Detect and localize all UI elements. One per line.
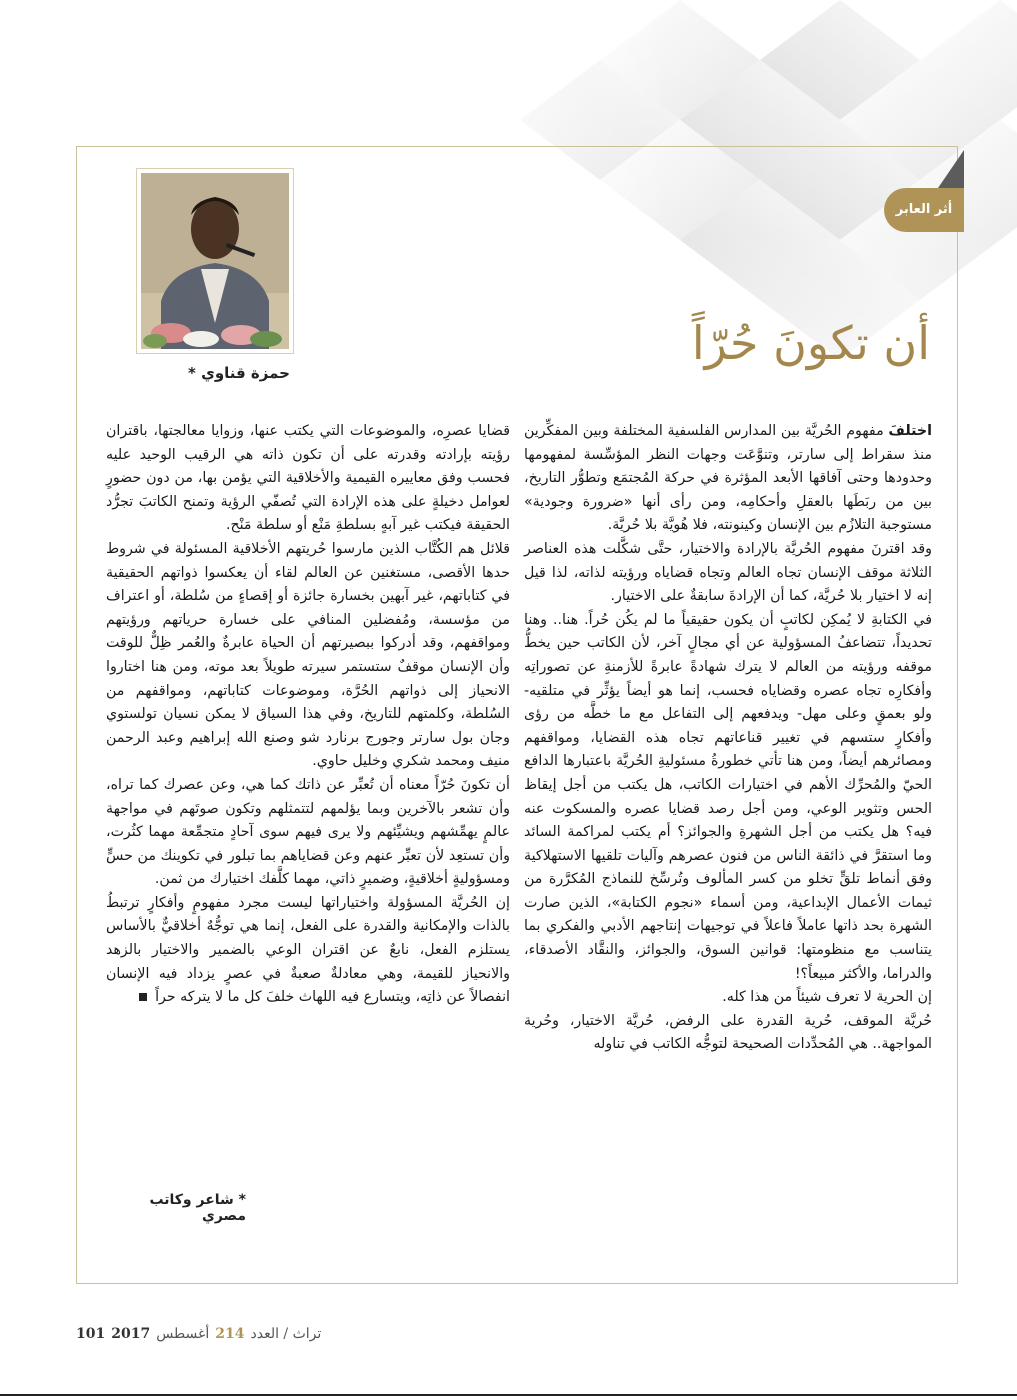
- page-number: 101: [76, 1326, 106, 1342]
- paragraph: أن تكونَ حُرّاً معناه أن تُعبِّر عن ذاتك كما هي، وعن عصرك كما تراه، وأن تشعر بالآخرين وبما يؤلمهم لتتمثلهم وتكون صوتَهم في مواجهة عالمٍ يهمِّشهم ويشيِّئهم ولا يرى فيهم سوى آحادٍ متجمِّعة مهما كثُرت، وأن تستعِد لأن تعبِّر عنهم وعن قضاياهم بما تبلور في تكوينك من حسٍّ ومسؤوليةٍ أخلاقيةٍ، وضميرٍ ذاتي، مهما كلَّفك اختيارك من ثمن.: [106, 776, 510, 888]
- paragraph: [524, 420, 932, 538]
- section-tab: أثر العابر: [884, 188, 964, 232]
- paragraph-text: إن الحُريَّة المسؤولة واختياراتها ليست مجرد مفهومٍ وأفكارٍ ترتبطُ بالذات والإمكانية والقدرة على الفعل، إنما هي توجُّهٌ أخلاقيٌّ بالأساس يستلزم الفعل، نابعٌ عن اقتران الوعي بالضمير والاختيار بالزهد والانحياز للقيمة، وهي معادلةٌ صعبةٌ في عصرٍ يزداد فيه الإنسان انفصالاً عن ذاتِه، ويتسارع فيه اللهاث خلفَ كل ما لا يتركه حراً: [106, 894, 510, 1006]
- paragraph: [106, 892, 510, 1010]
- issue-number: 214: [215, 1326, 245, 1342]
- author-name: حمزة قناوي *: [188, 364, 290, 382]
- section-tab-fold: [938, 150, 964, 188]
- bottom-rule: [0, 1394, 1017, 1396]
- text-column-left: [106, 420, 510, 1010]
- author-photo-frame: [136, 168, 294, 354]
- end-mark-icon: [139, 993, 147, 1001]
- paragraph: إن الحرية لا تعرف شيئاً من هذا كله.: [722, 989, 932, 1006]
- paragraph-text: مفهوم الحُريَّة بين المدارس الفلسفية المختلفة وبين المفكِّرين منذ سقراط إلى سارتر، وتنوَّعَت وجهات النظر المؤسِّسة لمفهومها وحدودها وحتى آفاقها الأبعد المؤثرة في حركة المُجتمَع وتطوُّر التاريخ، بين من ربَطَها بالعقلِ وأحكامِه، ومن رأى أنها «ضرورة وجودية» مستوجبة التلازُم بين الإنسان وكينونته، فلا هُويَّة بلا حُريَّة.: [524, 423, 932, 534]
- issue-year: 2017: [111, 1326, 151, 1342]
- page-footer: [76, 1326, 321, 1342]
- magazine-name: تراث / العدد: [250, 1326, 322, 1342]
- author-note: * شاعر وكاتب مصري: [149, 1192, 246, 1224]
- text-column-right: [524, 420, 932, 1057]
- article-title: أن تكونَ حُرّاً: [691, 316, 930, 370]
- paragraph: قضايا عصرِه، والموضوعات التي يكتب عنها، وزوايا معالجتها، باقتران رؤيته بإرادته وقدرته على أن تكون ذاته هي الرقيب الوحيد عليه فحسب وفق معاييره القيمية والأخلاقية التي يؤمن بها، من دون حضورٍ لعوامل دخيلةٍ على هذه الإرادة التي تُصفّي الرؤية وتمنح الكاتبَ تجرُّد الحقيقة فيكتب غير آبهٍ بسلطةِ مَنْع أو سلطة مَنْح.: [106, 423, 510, 534]
- paragraph: في الكتابةِ لا يُمكِن لكاتبٍ أن يكون حقيقياً ما لم يكُن حُراً. هنا.. وهنا تحديداً، تتضاعفُ المسؤولية عن أي مجالٍ آخر، لأن الكاتب حين يخطُّ موقفه ورؤيته من العالم لا يترك شهادةً عابرةً للأزمنةِ عن تصوراتِه وأفكارِه تجاه عصره وقضاياه فحسب، إنما هو أيضاً يؤثِّر في متلقيه- ولو بعمقٍ وعلى مهل- ويدفعهم إلى التفاعل مع ما خطَّه من رؤى وأفكارٍ ستسهم في تغيير قناعاتهم تجاه هذه القضايا، ومواقفهم ومصائرهم أيضاً، ومن هنا تأتي خطورةُ مسئوليةِ الحُريَّة باعتبارها الدافع الحيّ والمُحرِّك الأهم في اختيارات الكاتب، هل يكتب من أجل إيقاظ الحس وتثوير الوعي، ومن أجل رصد قضايا عصره والمسكوت عنه فيه؟ هل يكتب من أجل الشهرةِ والجوائز؟ أم يكتب لمراكمة السائد وما استقرَّ في ذائقة الناس من فنون عصرهم وآليات تلقيها الاستهلاكية وفق أنماط تلقٍّ تخلو من كسر المألوف وتُرسِّخ للنماذج المُكرَّرة من ثيمات الأعمال الإبداعية، ومن أسماء «نجوم الكتابة»، الذين صارت الشهرة بحد ذاتها عاملاً فاعلاً في توجيهات إنتاجهم الأدبي والفكري بما يتناسب مع منظومتها: قوانين السوق، والجوائز، والنقَّاد الأصدقاء، والدراما، والأكثر مبيعاً؟!: [524, 611, 932, 982]
- paragraph: حُريَّة الموقف، حُرية القدرة على الرفض، حُريَّة الاختيار، وحُرية المواجهة.. هي المُحدِّدات الصحيحة لتوجُّه الكاتب في تناوله: [524, 1012, 932, 1053]
- issue-month: أغسطس: [156, 1326, 210, 1342]
- author-photo: [141, 173, 289, 349]
- paragraph: قلائل هم الكُتَّاب الذين مارسوا حُريتهم الأخلاقية المسئولة في شروط حدها الأقصى، مستغنين عن العالم لقاء أن يعكسوا ذواتهم الحقيقية في كتاباتهم، غير آبهين بخسارة جائزة أو إقصاءٍ من سُلطة، أو اعتراف من مؤسسة، ومُفضلين المنافي على خسارة حرياتهم ورؤيتهم ومواقفهم، وقد أدركوا ببصيرتهم أن الحياة عابرةٌ والعُمر ظِلٌّ للوقت وأن الإنسان موقفٌ ستستمر سيرته طويلاً بعد موته، ومن هنا اختاروا الانحياز إلى ذواتهم الحُرَّة، وموضوعات كتاباتهم، ومواقفهم من السُلطة، وكلمتهم للتاريخ، وفي هذا السياق لا يمكن نسيان تولستوي وجان بول سارتر وجورج برنارد شو وصنع الله إبراهيم وعبد الرحمن منيف ومحمد شكري وخليل حاوي.: [106, 540, 510, 770]
- paragraph: وقد اقترنَ مفهوم الحُريَّة بالإرادة والاختيار، حتَّى شكَّلت هذه العناصر الثلاثة موقف الإنسان تجاه العالم وتجاه قضاياه ورؤيته لذاته، لذا قيل إنه لا اختيار بلا حُريَّة، كما أن الإرادةَ سابقةٌ على الاختيار.: [524, 540, 932, 605]
- lead-word: اختلفَ: [888, 423, 932, 439]
